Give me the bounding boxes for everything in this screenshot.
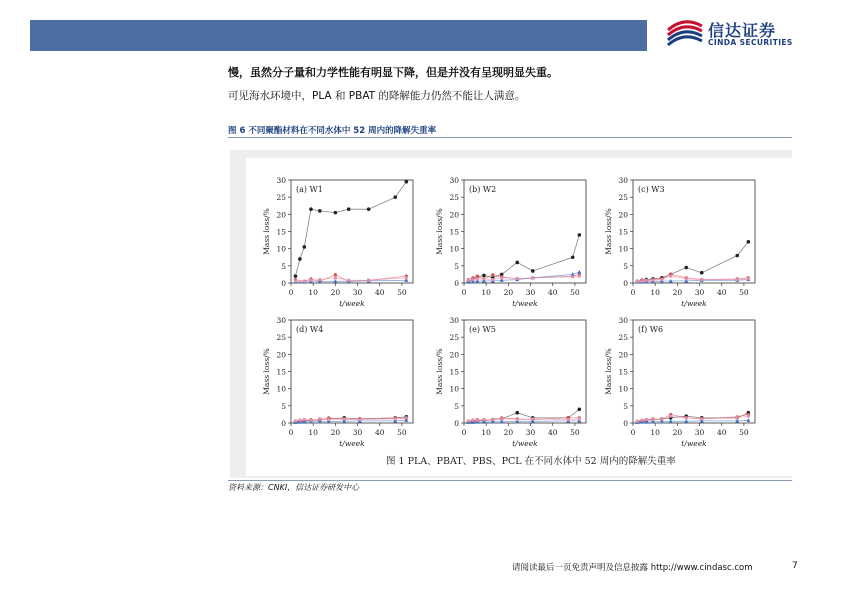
data-point [700,417,703,420]
x-tick-label: 30 [694,428,705,437]
x-tick-label: 40 [374,428,385,437]
y-tick-label: 0 [281,279,286,288]
data-point [578,417,581,420]
x-axis-label: t/week [339,299,365,308]
data-point [476,277,479,280]
y-tick-label: 20 [449,350,459,360]
data-point [515,411,519,415]
x-tick-label: 10 [650,428,660,437]
y-tick-label: 0 [454,419,459,428]
figure-title-rule [228,137,792,138]
y-tick-label: 10 [276,384,286,394]
y-tick-label: 25 [276,193,286,203]
data-point [567,418,570,421]
y-tick-label: 10 [618,384,628,394]
data-point [747,415,750,418]
y-tick-label: 25 [618,193,628,203]
data-point [303,418,306,421]
x-axis-label: t/week [512,299,538,308]
y-axis-label: Mass loss/% [262,348,271,395]
x-axis-label: t/week [681,299,707,308]
data-point [367,207,371,211]
y-tick-label: 15 [449,367,459,377]
data-point [318,278,321,281]
y-tick-label: 20 [276,350,286,360]
y-tick-label: 15 [618,367,628,377]
x-tick-label: 0 [461,288,467,297]
x-tick-label: 10 [308,428,318,437]
data-point [684,266,688,270]
y-tick-label: 30 [449,176,459,185]
x-tick-label: 10 [650,288,660,297]
data-point [531,417,534,420]
data-point [482,274,486,278]
series-line [637,242,748,281]
data-point [294,419,297,422]
data-point [347,279,350,282]
data-point [516,418,519,421]
data-point [367,279,370,282]
data-point [358,418,361,421]
x-tick-label: 20 [672,428,683,437]
x-tick-label: 0 [630,288,636,297]
x-tick-label: 50 [739,428,749,437]
x-tick-label: 0 [461,428,467,437]
y-tick-label: 0 [623,279,628,288]
data-point [309,419,312,422]
panel-title: (c) W3 [638,185,665,194]
data-point [651,418,654,421]
data-point [578,407,582,411]
y-tick-label: 25 [276,333,286,343]
data-point [294,274,298,278]
y-tick-label: 15 [276,367,286,377]
panel-title: (b) W2 [469,185,497,194]
data-point [405,180,409,184]
figure-panel [246,158,792,476]
plot-frame [291,180,413,283]
y-tick-label: 25 [618,333,628,343]
data-point [303,245,307,249]
y-tick-label: 0 [281,419,286,428]
y-tick-label: 5 [281,401,286,411]
panel-title: (f) W6 [638,325,664,334]
y-tick-label: 5 [623,261,628,271]
data-point [298,257,302,261]
figure-inner-caption: 图 1 PLA、PBAT、PBS、PCL 在不同水体中 52 周内的降解失重率 [386,456,676,467]
data-point [636,420,639,423]
figure-image [230,150,792,478]
y-axis-label: Mass loss/% [604,348,613,395]
data-point [467,419,470,422]
y-tick-label: 10 [449,244,459,254]
y-tick-label: 20 [449,210,459,220]
x-tick-label: 40 [716,428,727,437]
data-point [471,419,474,422]
data-point [318,417,321,420]
panel-title: (a) W1 [296,185,323,194]
x-tick-label: 40 [716,288,727,297]
y-axis-label: Mass loss/% [435,208,444,255]
data-point [476,275,479,278]
data-point [491,273,494,276]
y-tick-label: 5 [454,261,459,271]
data-point [309,207,313,211]
x-tick-label: 50 [739,288,749,297]
data-point [394,417,397,420]
x-axis-label: t/week [681,439,707,448]
x-tick-label: 0 [630,428,636,437]
panel-title: (e) W5 [469,325,496,334]
data-point [471,278,474,281]
data-point [294,279,297,282]
data-point [645,279,648,282]
x-tick-label: 30 [694,288,705,297]
panel-title: (d) W4 [296,325,324,334]
y-tick-label: 20 [618,210,628,220]
data-point [700,271,704,275]
data-point [747,240,751,244]
logo-mark-icon [666,16,704,52]
data-point [347,207,351,211]
data-point [318,209,322,213]
data-point [491,418,494,421]
data-point [735,254,739,258]
x-tick-label: 10 [308,288,318,297]
data-point [491,278,494,281]
x-axis-label: t/week [512,439,538,448]
data-point [334,273,337,276]
data-point [669,415,672,418]
data-point [500,276,503,279]
header-band [30,20,647,51]
data-point [334,276,337,279]
source-rule [228,480,792,481]
y-tick-label: 5 [281,261,286,271]
data-point [571,255,575,259]
x-axis-label: t/week [339,439,365,448]
x-tick-label: 30 [525,288,536,297]
y-tick-label: 10 [276,244,286,254]
body-paragraph-bold: 慢，虽然分子量和力学性能有明显下降，但是并没有呈现明显失重。 [228,66,558,79]
logo-name-en: CINDA SECURITIES [708,38,793,47]
data-point [736,416,739,419]
x-tick-label: 20 [503,428,514,437]
y-tick-label: 10 [449,384,459,394]
x-tick-label: 40 [547,288,558,297]
y-tick-label: 15 [449,227,459,237]
data-point [405,276,408,279]
data-point [685,277,688,280]
y-tick-label: 15 [618,227,628,237]
plot-frame [464,320,586,423]
y-tick-label: 30 [618,176,628,185]
x-tick-label: 40 [374,288,385,297]
y-axis-label: Mass loss/% [262,208,271,255]
x-tick-label: 20 [672,288,683,297]
data-point [636,280,639,283]
data-point [476,419,479,422]
page-number: 7 [792,561,798,571]
y-tick-label: 30 [276,176,286,185]
x-tick-label: 20 [330,288,341,297]
data-point [482,418,485,421]
source-note: 资料来源：CNKI，信达证券研发中心 [228,483,360,492]
data-point [393,195,397,199]
y-axis-label: Mass loss/% [604,208,613,255]
plot-frame [464,180,586,283]
data-point [660,278,663,281]
x-tick-label: 0 [288,288,294,297]
data-point [578,275,581,278]
data-point [736,278,739,281]
x-tick-label: 30 [352,428,363,437]
data-point [660,417,663,420]
y-tick-label: 0 [623,419,628,428]
data-point [309,279,312,282]
data-point [334,211,338,215]
x-tick-label: 50 [570,428,580,437]
logo-name-cn: 信达证券 [708,21,777,40]
data-point [669,275,672,278]
y-tick-label: 20 [276,210,286,220]
data-point [515,261,519,265]
data-point [700,278,703,281]
data-point [571,275,574,278]
data-point [500,417,503,420]
y-tick-label: 5 [623,401,628,411]
x-tick-label: 50 [397,288,407,297]
data-point [578,233,582,237]
body-paragraph: 可见海水环境中，PLA 和 PBAT 的降解能力仍然不能让人满意。 [228,90,526,102]
plot-frame [633,320,755,423]
x-tick-label: 10 [481,428,491,437]
footer-disclaimer: 请阅读最后一页免责声明及信息披露 http://www.cindasc.com [512,563,753,573]
data-point [467,279,470,282]
figure-title: 图 6 不同聚酯材料在不同水体中 52 周内的降解失重率 [228,126,437,136]
y-tick-label: 30 [276,316,286,325]
x-tick-label: 20 [503,288,514,297]
data-point [645,418,648,421]
series-line [295,182,406,276]
x-tick-label: 50 [570,288,580,297]
data-point [482,277,485,280]
x-tick-label: 50 [397,428,407,437]
data-point [343,417,346,420]
data-point [303,280,306,283]
data-point [531,269,535,273]
company-logo [666,16,816,52]
data-point [640,419,643,422]
y-tick-label: 30 [449,316,459,325]
data-point [298,419,301,422]
data-point [651,279,654,282]
y-tick-label: 10 [618,244,628,254]
x-tick-label: 0 [288,428,294,437]
x-tick-label: 30 [352,288,363,297]
data-point [577,270,581,274]
data-point [327,418,330,421]
data-point [685,416,688,419]
x-tick-label: 40 [547,428,558,437]
x-tick-label: 20 [330,428,341,437]
y-tick-label: 0 [454,279,459,288]
y-tick-label: 30 [618,316,628,325]
y-tick-label: 5 [454,401,459,411]
y-tick-label: 25 [449,333,459,343]
x-tick-label: 30 [525,428,536,437]
plot-frame [291,320,413,423]
y-tick-label: 25 [449,193,459,203]
data-point [405,416,408,419]
data-point [531,276,534,279]
chart-grid [246,158,792,476]
y-axis-label: Mass loss/% [435,348,444,395]
plot-frame [633,180,755,283]
x-tick-label: 10 [481,288,491,297]
y-tick-label: 20 [618,350,628,360]
y-tick-label: 15 [276,227,286,237]
data-point [640,279,643,282]
data-point [516,277,519,280]
data-point [747,277,750,280]
